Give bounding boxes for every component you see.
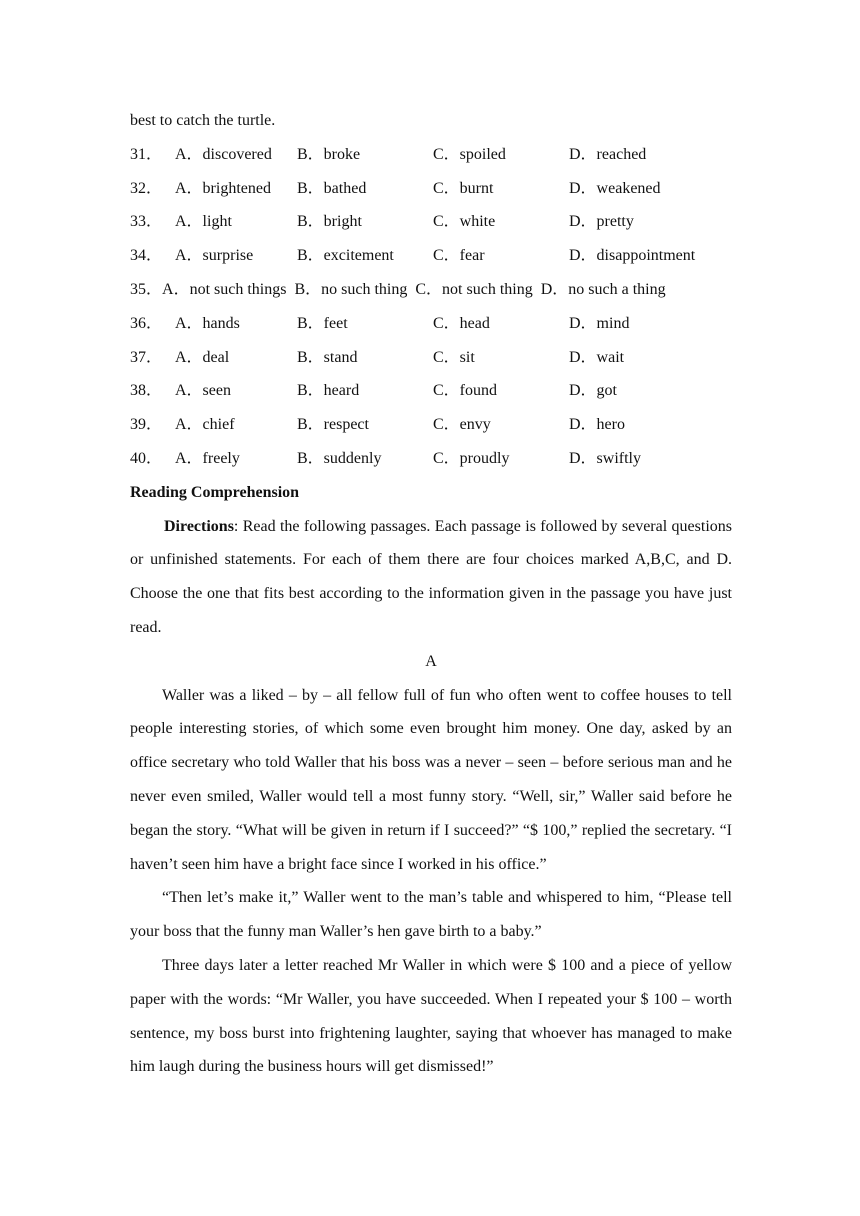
option-a: A．not such things bbox=[162, 280, 287, 298]
question-39 bbox=[130, 408, 732, 442]
question-number: 34． bbox=[130, 247, 163, 265]
question-38 bbox=[130, 374, 732, 408]
option-b: B．bright bbox=[297, 213, 362, 231]
document-page bbox=[130, 104, 732, 1084]
option-a: A．hands bbox=[175, 314, 240, 332]
option-d: D．got bbox=[569, 382, 618, 400]
option-a: A．brightened bbox=[175, 179, 271, 197]
question-number: 37． bbox=[130, 348, 163, 366]
passage-paragraph: Three days later a letter reached Mr Waller in which were $ 100 and a piece of yellow paper with the words: “Mr Waller, you have succeeded. When I repeated your $ 100 – worth sentence, my boss burst into frightening laughter, saying that whoever has managed to make him laugh during the business hours will get dismissed!” bbox=[130, 956, 732, 1076]
option-a: A．light bbox=[175, 213, 232, 231]
question-number: 39． bbox=[130, 416, 163, 434]
question-31 bbox=[130, 138, 732, 172]
intro-tail-line: best to catch the turtle. bbox=[130, 112, 276, 129]
option-d: D．reached bbox=[569, 145, 647, 163]
directions-paragraph bbox=[130, 510, 732, 645]
question-35 bbox=[130, 273, 732, 307]
question-33 bbox=[130, 205, 732, 239]
option-a: A．discovered bbox=[175, 145, 272, 163]
passage-paragraph: Waller was a liked – by – all fellow full of fun who often went to coffee houses to tell people interesting stories, of which some even brought him money. One day, asked by an office secretary who told Waller that his boss was a never – seen – before serious man and he never even smiled, Waller would tell a most funny story. “Well, sir,” Waller said before he began the story. “What will be given in return if I succeed?” “$ 100,” replied the secretary. “I haven’t seen him have a bright face since I worked in his office.” bbox=[130, 686, 732, 873]
option-b: B．no such thing bbox=[294, 280, 408, 298]
question-37 bbox=[130, 341, 732, 375]
option-b: B．stand bbox=[297, 348, 358, 366]
option-a: A．surprise bbox=[175, 247, 254, 265]
option-c: C．envy bbox=[433, 416, 491, 434]
option-c: C．found bbox=[433, 382, 498, 400]
passage-paragraph: “Then let’s make it,” Waller went to the man’s table and whispered to him, “Please tell your boss that the funny man Waller’s hen gave birth to a baby.” bbox=[130, 889, 732, 941]
option-b: B．heard bbox=[297, 382, 360, 400]
option-d: D．mind bbox=[569, 314, 630, 332]
option-b: B．excitement bbox=[297, 247, 394, 265]
section-heading: Reading Comprehension bbox=[130, 483, 300, 501]
option-c: C．sit bbox=[433, 348, 475, 366]
option-b: B．bathed bbox=[297, 179, 367, 197]
option-c: C．spoiled bbox=[433, 145, 506, 163]
question-34 bbox=[130, 239, 732, 273]
option-b: B．broke bbox=[297, 145, 361, 163]
option-c: C．proudly bbox=[433, 449, 510, 467]
option-a: A．seen bbox=[175, 382, 231, 400]
option-d: D．no such a thing bbox=[540, 280, 666, 298]
option-c: C．burnt bbox=[433, 179, 494, 197]
question-list bbox=[130, 138, 732, 476]
option-d: D．weakened bbox=[569, 179, 661, 197]
question-number: 33． bbox=[130, 213, 163, 231]
option-b: B．feet bbox=[297, 314, 348, 332]
option-a: A．chief bbox=[175, 416, 235, 434]
directions-text: : Read the following passages. Each passage is followed by several questions or unfinished statements. For each of them there are four choices marked A,B,C, and D. Choose the one that fits best according to the information given in the passage you have just read. bbox=[130, 517, 732, 636]
option-c: C．white bbox=[433, 213, 496, 231]
option-d: D．pretty bbox=[569, 213, 634, 231]
question-number: 36． bbox=[130, 314, 163, 332]
question-32 bbox=[130, 172, 732, 206]
option-c: C．head bbox=[433, 314, 490, 332]
question-40 bbox=[130, 442, 732, 476]
option-d: D．swiftly bbox=[569, 449, 642, 467]
option-c: C．not such thing bbox=[415, 280, 533, 298]
option-a: A．deal bbox=[175, 348, 230, 366]
question-number: 35． bbox=[130, 280, 163, 298]
question-number: 38． bbox=[130, 382, 163, 400]
option-d: D．hero bbox=[569, 416, 625, 434]
option-d: D．wait bbox=[569, 348, 625, 366]
option-b: B．respect bbox=[297, 416, 369, 434]
option-a: A．freely bbox=[175, 449, 240, 467]
question-number: 40． bbox=[130, 449, 163, 467]
question-number: 31． bbox=[130, 145, 163, 163]
passage-label: A bbox=[425, 652, 437, 670]
option-c: C．fear bbox=[433, 247, 485, 265]
question-36 bbox=[130, 307, 732, 341]
directions-label: Directions bbox=[164, 517, 234, 535]
question-number: 32． bbox=[130, 179, 163, 197]
option-d: D．disappointment bbox=[569, 247, 696, 265]
option-b: B．suddenly bbox=[297, 449, 382, 467]
